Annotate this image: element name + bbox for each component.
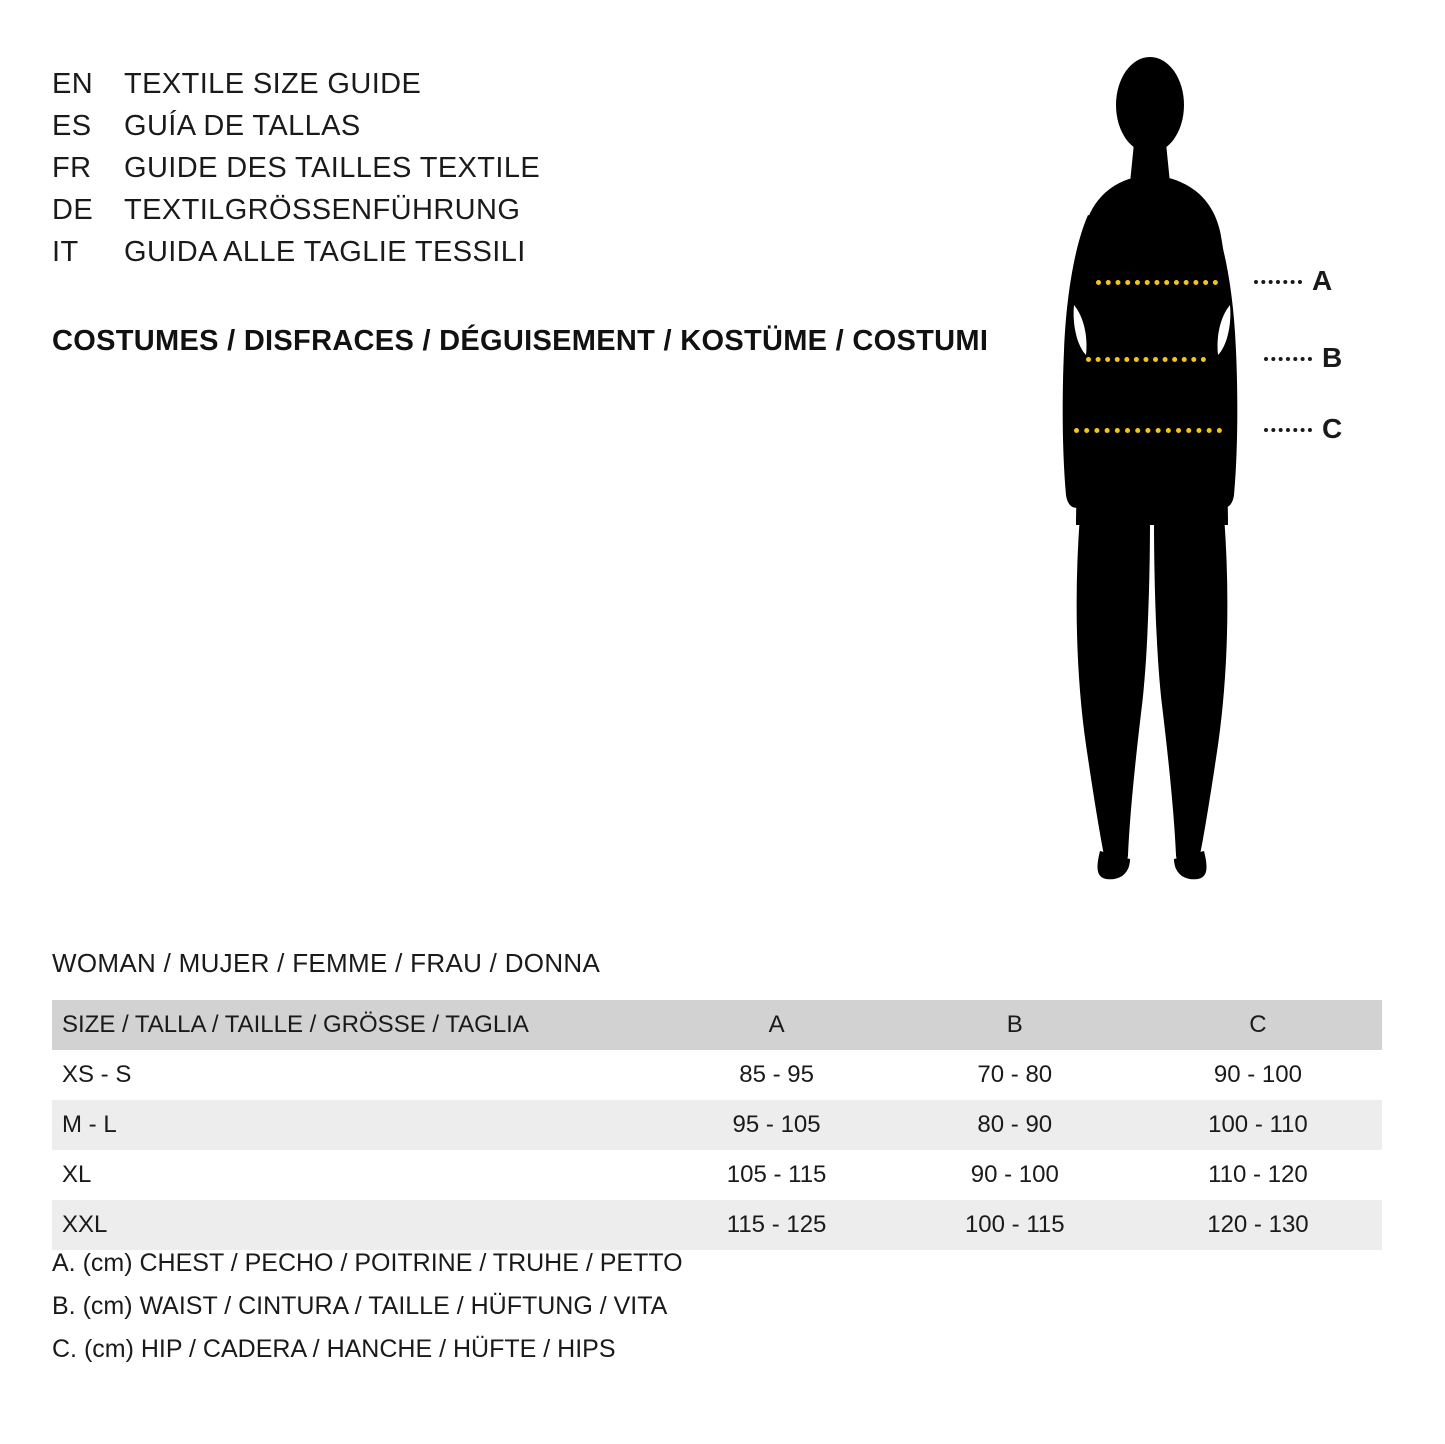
- language-title: TEXTILGRÖSSENFÜHRUNG: [124, 194, 521, 226]
- table-row: [52, 1050, 1382, 1100]
- cell-c: 90 - 100: [1213, 1061, 1302, 1088]
- cell-size: XXL: [62, 1211, 108, 1238]
- label-a: A: [1312, 265, 1333, 296]
- cell-b: 100 - 115: [964, 1211, 1065, 1238]
- language-row: [52, 236, 952, 278]
- table-body: [52, 1050, 1382, 1250]
- language-code: DE: [52, 194, 94, 226]
- measure-line-b: [1086, 357, 1206, 362]
- legend-line-c: C. (cm) HIP / CADERA / HANCHE / HÜFTE / HIPS: [52, 1335, 616, 1363]
- language-code: IT: [52, 236, 79, 268]
- language-row: [52, 194, 952, 236]
- costumes-subtitle: COSTUMES / DISFRACES / DÉGUISEMENT / KOSTÜME / COSTUMI: [52, 325, 989, 357]
- size-table: [52, 1000, 1382, 1250]
- label-b: B: [1322, 342, 1343, 373]
- cell-a: 115 - 125: [726, 1211, 827, 1238]
- column-header-b: B: [1006, 1011, 1023, 1038]
- language-code: EN: [52, 68, 94, 100]
- cell-a: 95 - 105: [732, 1111, 821, 1138]
- column-header-size: SIZE / TALLA / TAILLE / GRÖSSE / TAGLIA: [62, 1011, 529, 1038]
- measurement-legend: [52, 1242, 683, 1371]
- language-title: GUIDE DES TAILLES TEXTILE: [124, 152, 541, 184]
- woman-silhouette-icon: [1000, 55, 1400, 895]
- column-header-a: A: [768, 1011, 785, 1038]
- cell-c: 120 - 130: [1207, 1211, 1309, 1238]
- cell-size: M - L: [62, 1111, 117, 1138]
- cell-size: XS - S: [62, 1061, 132, 1088]
- leader-line-b: [1264, 357, 1312, 361]
- legend-line-a: A. (cm) CHEST / PECHO / POITRINE / TRUHE / PETTO: [52, 1249, 683, 1277]
- table-row: [52, 1100, 1382, 1150]
- measure-line-a: [1096, 280, 1218, 285]
- language-code: FR: [52, 152, 92, 184]
- leader-line-a: [1254, 280, 1302, 284]
- language-row: [52, 110, 952, 152]
- language-row: [52, 152, 952, 194]
- cell-b: 70 - 80: [977, 1061, 1053, 1088]
- language-code: ES: [52, 110, 92, 142]
- cell-a: 85 - 95: [739, 1061, 814, 1088]
- table-header: [52, 1000, 1382, 1050]
- figure-area: [1000, 55, 1400, 895]
- language-title: TEXTILE SIZE GUIDE: [124, 68, 422, 100]
- language-list: [52, 68, 952, 278]
- cell-size: XL: [62, 1161, 92, 1188]
- legend-line-b: B. (cm) WAIST / CINTURA / TAILLE / HÜFTUNG / VITA: [52, 1292, 668, 1320]
- language-row: [52, 68, 952, 110]
- cell-a: 105 - 115: [726, 1161, 827, 1188]
- leader-line-c: [1264, 428, 1312, 432]
- cell-b: 80 - 90: [977, 1111, 1053, 1138]
- table-row: [52, 1150, 1382, 1200]
- column-header-c: C: [1249, 1011, 1267, 1038]
- cell-c: 110 - 120: [1208, 1161, 1308, 1188]
- language-title: GUIDA ALLE TAGLIE TESSILI: [124, 236, 526, 268]
- language-title: GUÍA DE TALLAS: [124, 110, 361, 142]
- cell-b: 90 - 100: [970, 1161, 1059, 1188]
- table-caption: WOMAN / MUJER / FEMME / FRAU / DONNA: [52, 948, 601, 978]
- table-header-row: [52, 1000, 1382, 1050]
- label-c: C: [1322, 413, 1343, 444]
- measure-line-c: [1074, 428, 1222, 433]
- cell-c: 100 - 110: [1208, 1111, 1308, 1138]
